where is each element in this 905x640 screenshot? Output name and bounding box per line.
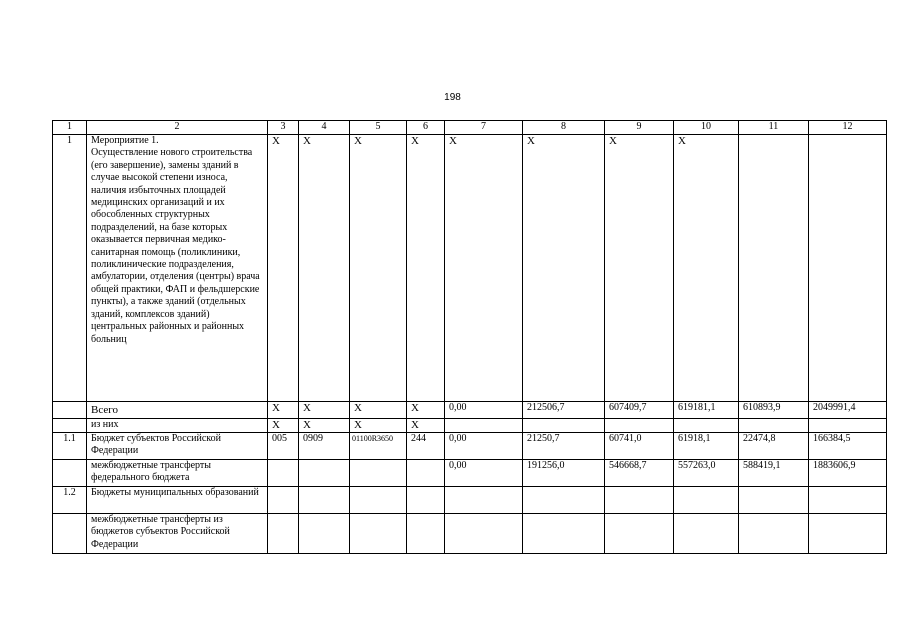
row-number <box>53 514 87 554</box>
cell-c5: X <box>350 402 407 419</box>
cell-c10: 61918,1 <box>674 433 739 460</box>
page-number: 198 <box>444 92 461 103</box>
cell-c4 <box>299 460 350 487</box>
row-number <box>53 419 87 433</box>
header-row <box>53 121 887 135</box>
row-name: межбюджетные трансферты федерального бюджета <box>87 460 268 487</box>
cell-c9: X <box>605 135 674 402</box>
cell-c11 <box>739 514 809 554</box>
col-header: 4 <box>299 121 350 135</box>
cell-c11 <box>739 419 809 433</box>
table-row <box>53 487 887 514</box>
cell-c8: X <box>523 135 605 402</box>
cell-c7: 0,00 <box>445 402 523 419</box>
col-header: 1 <box>53 121 87 135</box>
cell-c6 <box>407 514 445 554</box>
cell-c10 <box>674 487 739 514</box>
cell-c3 <box>268 460 299 487</box>
cell-c3: X <box>268 135 299 402</box>
cell-c7 <box>445 419 523 433</box>
cell-c7 <box>445 514 523 554</box>
cell-c4 <box>299 487 350 514</box>
cell-c12 <box>809 135 887 402</box>
cell-c4: X <box>299 135 350 402</box>
cell-c5 <box>350 487 407 514</box>
table-row <box>53 419 887 433</box>
row-name: межбюджетные трансферты из бюджетов субъектов Российской Федерации <box>87 514 268 554</box>
cell-c6 <box>407 487 445 514</box>
table-row <box>53 402 887 419</box>
col-header: 2 <box>87 121 268 135</box>
cell-c10 <box>674 514 739 554</box>
cell-c8: 212506,7 <box>523 402 605 419</box>
cell-c7: X <box>445 135 523 402</box>
col-header: 3 <box>268 121 299 135</box>
cell-c10 <box>674 419 739 433</box>
row-name: Всего <box>87 402 268 419</box>
cell-c9 <box>605 487 674 514</box>
cell-c4 <box>299 514 350 554</box>
cell-c7: 0,00 <box>445 433 523 460</box>
cell-c5: X <box>350 135 407 402</box>
cell-c9 <box>605 514 674 554</box>
col-header: 12 <box>809 121 887 135</box>
cell-c7: 0,00 <box>445 460 523 487</box>
row-name: Бюджет субъектов Российской Федерации <box>87 433 268 460</box>
cell-c3 <box>268 514 299 554</box>
cell-c12 <box>809 514 887 554</box>
cell-c11 <box>739 135 809 402</box>
cell-c11: 610893,9 <box>739 402 809 419</box>
cell-c5: 01100R3650 <box>350 433 407 460</box>
cell-c5 <box>350 514 407 554</box>
cell-c9 <box>605 419 674 433</box>
row-name: из них <box>87 419 268 433</box>
col-header: 8 <box>523 121 605 135</box>
row-number <box>53 460 87 487</box>
cell-c4: X <box>299 419 350 433</box>
cell-c11: 588419,1 <box>739 460 809 487</box>
cell-c8 <box>523 419 605 433</box>
row-number: 1 <box>53 135 87 402</box>
cell-c6: X <box>407 135 445 402</box>
cell-c8 <box>523 487 605 514</box>
cell-c9: 60741,0 <box>605 433 674 460</box>
cell-c9: 546668,7 <box>605 460 674 487</box>
cell-c3: X <box>268 402 299 419</box>
cell-c8: 21250,7 <box>523 433 605 460</box>
col-header: 5 <box>350 121 407 135</box>
row-number <box>53 402 87 419</box>
cell-c11: 22474,8 <box>739 433 809 460</box>
col-header: 9 <box>605 121 674 135</box>
cell-c12: 1883606,9 <box>809 460 887 487</box>
col-header: 6 <box>407 121 445 135</box>
row-name: Мероприятие 1. Осуществление нового строительства (его завершение), замены зданий в случае высокой степени износа, наличия избыточных площадей медицинских организаций и их обособленных структурных подразделений, на базе которых оказывается первичная медико-санитарная помощь (поликлиники, поликлинические подразделения, амбулатории, отделения (центры) врача общей практики, ФАП и фельдшерские пункты), а также зданий (отдельных зданий, комплексов зданий) центральных районных и районных больниц <box>87 135 268 402</box>
cell-c4: 0909 <box>299 433 350 460</box>
cell-c6 <box>407 460 445 487</box>
budget-table <box>52 120 887 554</box>
cell-c10: X <box>674 135 739 402</box>
table-row <box>53 433 887 460</box>
cell-c6: X <box>407 402 445 419</box>
cell-c3: X <box>268 419 299 433</box>
cell-c10: 619181,1 <box>674 402 739 419</box>
row-number: 1.1 <box>53 433 87 460</box>
cell-c8 <box>523 514 605 554</box>
cell-c5 <box>350 460 407 487</box>
cell-c9: 607409,7 <box>605 402 674 419</box>
col-header: 10 <box>674 121 739 135</box>
cell-c5: X <box>350 419 407 433</box>
cell-c10: 557263,0 <box>674 460 739 487</box>
cell-c8: 191256,0 <box>523 460 605 487</box>
cell-c6: 244 <box>407 433 445 460</box>
cell-c4: X <box>299 402 350 419</box>
col-header: 11 <box>739 121 809 135</box>
col-header: 7 <box>445 121 523 135</box>
cell-c12 <box>809 487 887 514</box>
table-row <box>53 135 887 402</box>
cell-c6: X <box>407 419 445 433</box>
cell-c3: 005 <box>268 433 299 460</box>
cell-c7 <box>445 487 523 514</box>
cell-c12: 166384,5 <box>809 433 887 460</box>
row-name: Бюджеты муниципальных образований <box>87 487 268 514</box>
cell-c3 <box>268 487 299 514</box>
row-number: 1.2 <box>53 487 87 514</box>
cell-c11 <box>739 487 809 514</box>
table-row <box>53 514 887 554</box>
cell-c12 <box>809 419 887 433</box>
table-row <box>53 460 887 487</box>
cell-c12: 2049991,4 <box>809 402 887 419</box>
